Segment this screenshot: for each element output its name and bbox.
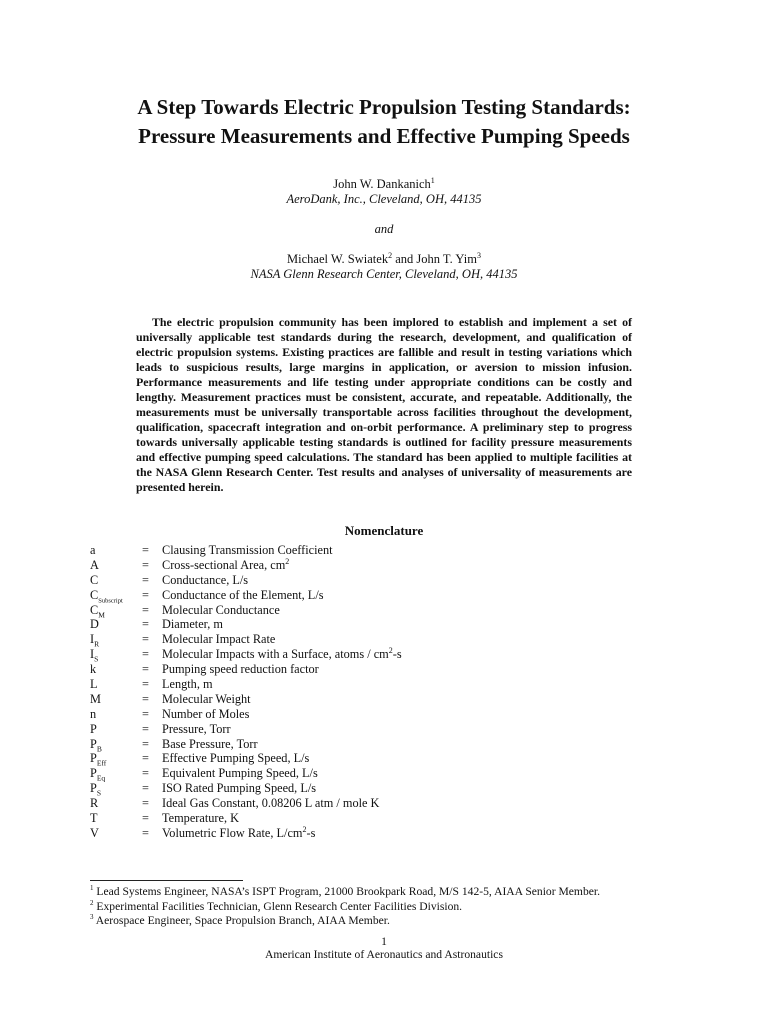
- nomenclature-symbol: [90, 662, 142, 677]
- symbol-subscript: S: [94, 654, 99, 664]
- definition-text: Conductance of the Element, L/s: [162, 587, 324, 602]
- paper-title: [0, 93, 768, 151]
- nomenclature-symbol: [90, 796, 142, 811]
- nomenclature-equals: =: [142, 781, 149, 796]
- nomenclature-equals: =: [142, 557, 149, 572]
- symbol-base: n: [90, 706, 97, 721]
- nomenclature-equals: =: [142, 811, 149, 826]
- definition-suffix: -s: [392, 647, 402, 662]
- symbol-subscript: M: [98, 610, 105, 620]
- nomenclature-symbol: [90, 677, 142, 692]
- definition-text: Molecular Weight: [162, 691, 251, 706]
- nomenclature-equals: =: [142, 602, 149, 617]
- definition-text: ISO Rated Pumping Speed, L/s: [162, 781, 317, 796]
- page-number: 1: [381, 935, 387, 948]
- nomenclature-symbol: [90, 692, 142, 707]
- affiliation-1: AeroDank, Inc., Cleveland, OH, 44135: [286, 192, 482, 206]
- nomenclature-definition: [162, 707, 650, 722]
- definition-superscript: 2: [302, 824, 307, 834]
- footnote-text: Experimental Facilities Technician, Glenn Research Center Facilities Division.: [93, 899, 463, 913]
- organization-footer: American Institute of Aeronautics and Astronautics: [265, 948, 503, 961]
- nomenclature-definition: [162, 722, 650, 737]
- nomenclature-symbol: [90, 781, 142, 796]
- nomenclature-definition: [162, 751, 650, 766]
- nomenclature-row: [90, 722, 650, 737]
- symbol-base: I: [90, 647, 95, 662]
- symbol-base: C: [90, 587, 99, 602]
- symbol-subscript: Eq: [96, 773, 106, 783]
- nomenclature-symbol: [90, 722, 142, 737]
- symbol-subscript: R: [94, 639, 100, 649]
- footnote: [90, 885, 690, 900]
- author-mark-3: 3: [476, 250, 481, 260]
- definition-suffix: -s: [306, 825, 316, 840]
- nomenclature-row: [90, 826, 650, 841]
- nomenclature-definition: [162, 781, 650, 796]
- nomenclature-row: [90, 766, 650, 781]
- nomenclature-equals: =: [142, 721, 149, 736]
- nomenclature-equals: =: [142, 766, 149, 781]
- nomenclature-definition: [162, 766, 650, 781]
- symbol-base: P: [90, 751, 97, 766]
- definition-text: Clausing Transmission Coefficient: [162, 543, 333, 557]
- nomenclature-symbol: [90, 826, 142, 841]
- symbol-base: P: [90, 781, 97, 796]
- symbol-base: M: [90, 691, 101, 706]
- definition-superscript: 2: [285, 556, 290, 566]
- footnote-text: Lead Systems Engineer, NASA’s ISPT Program, 21000 Brookpark Road, M/S 142-5, AIAA Senior Member.: [93, 885, 601, 898]
- definition-text: Temperature, K: [162, 811, 239, 826]
- nomenclature-equals: =: [142, 647, 149, 662]
- symbol-subscript: S: [96, 788, 102, 798]
- nomenclature-symbol: [90, 811, 142, 826]
- author-mark-1: 1: [430, 175, 435, 185]
- nomenclature-definition: [162, 796, 650, 811]
- definition-text: Equivalent Pumping Speed, L/s: [162, 766, 318, 781]
- nomenclature-row: [90, 662, 650, 677]
- definition-text: Effective Pumping Speed, L/s: [162, 751, 310, 766]
- nomenclature-symbol: [90, 543, 142, 558]
- nomenclature-row: [90, 677, 650, 692]
- nomenclature-symbol: [90, 737, 142, 752]
- nomenclature-equals: =: [142, 662, 149, 677]
- author-line-2: [0, 252, 768, 267]
- definition-text: Diameter, m: [162, 617, 223, 632]
- nomenclature-symbol: [90, 766, 142, 781]
- nomenclature-row: [90, 811, 650, 826]
- nomenclature-row: [90, 632, 650, 647]
- nomenclature-list: [90, 543, 650, 841]
- definition-text: Conductance, L/s: [162, 572, 249, 587]
- symbol-subscript: Subscript: [98, 597, 123, 605]
- nomenclature-row: [90, 617, 650, 632]
- nomenclature-equals: =: [142, 736, 149, 751]
- nomenclature-equals: =: [142, 543, 149, 557]
- nomenclature-row: [90, 647, 650, 662]
- symbol-base: C: [90, 572, 99, 587]
- nomenclature-equals: =: [142, 632, 149, 647]
- nomenclature-equals: =: [142, 677, 149, 692]
- footnote-mark: 1: [90, 884, 94, 893]
- affiliation-2: NASA Glenn Research Center, Cleveland, OH, 44135: [250, 267, 518, 281]
- author-name-1: John W. Dankanich: [333, 177, 431, 191]
- nomenclature-definition: [162, 811, 650, 826]
- nomenclature-equals: =: [142, 572, 149, 587]
- author-conjunction: and: [374, 222, 394, 236]
- nomenclature-row: [90, 573, 650, 588]
- symbol-base: A: [90, 557, 99, 572]
- definition-text: Molecular Impacts with a Surface, atoms / cm: [162, 647, 389, 662]
- author-name-3: John T. Yim: [416, 252, 477, 266]
- footnotes: [90, 885, 690, 929]
- nomenclature-equals: =: [142, 587, 149, 602]
- nomenclature-definition: [162, 647, 650, 662]
- symbol-base: V: [90, 825, 99, 840]
- nomenclature-symbol: [90, 632, 142, 647]
- nomenclature-row: [90, 781, 650, 796]
- nomenclature-equals: =: [142, 825, 149, 840]
- footnote-divider: [90, 880, 243, 881]
- definition-text: Cross-sectional Area, cm: [162, 557, 286, 572]
- symbol-base: P: [90, 721, 97, 736]
- symbol-base: k: [90, 662, 97, 677]
- nomenclature-row: [90, 796, 650, 811]
- definition-text: Pumping speed reduction factor: [162, 662, 319, 677]
- nomenclature-row: [90, 692, 650, 707]
- footnote-text: Aerospace Engineer, Space Propulsion Branch, AIAA Member.: [93, 914, 390, 927]
- definition-text: Number of Moles: [162, 706, 250, 721]
- author-line-1: [0, 177, 768, 192]
- symbol-base: R: [90, 796, 99, 811]
- nomenclature-symbol: [90, 751, 142, 766]
- nomenclature-symbol: [90, 617, 142, 632]
- nomenclature-row: [90, 558, 650, 573]
- definition-text: Volumetric Flow Rate, L/cm: [162, 825, 303, 840]
- abstract: The electric propulsion community has been implored to establish and implement a set of universally applicable test standards during the research, development, and qualification of electric propulsion systems. Existing practices are fallible and result in testing variations which leads to suspicious results, large margins in application, or aversion to mission infusion. Performance measurements and life testing under appropriate conditions can be costly and lengthy. Measurement practices must be consistent, accurate, and repeatable. Additionally, the measurements must be universally transportable across facilities throughout the development, qualification, spacecraft integration and on-orbit performance. A preliminary step to progress towards universally applicable testing standards is outlined for facility pressure measurements and effective pumping speed calculations. The standard has been applied to multiple facilities at the NASA Glenn Research Center. Test results and analyses of universality of measurements are presented herein.: [136, 315, 632, 494]
- nomenclature-definition: [162, 573, 650, 588]
- nomenclature-symbol: [90, 558, 142, 573]
- author-mark-2: 2: [388, 250, 393, 260]
- symbol-base: D: [90, 617, 99, 632]
- nomenclature-row: [90, 588, 650, 603]
- nomenclature-equals: =: [142, 706, 149, 721]
- symbol-base: P: [90, 736, 97, 751]
- definition-superscript: 2: [388, 646, 393, 656]
- nomenclature-definition: [162, 692, 650, 707]
- nomenclature-definition: [162, 677, 650, 692]
- nomenclature-definition: [162, 588, 650, 603]
- nomenclature-definition: [162, 826, 650, 841]
- nomenclature-row: [90, 707, 650, 722]
- nomenclature-definition: [162, 632, 650, 647]
- nomenclature-symbol: [90, 603, 142, 618]
- symbol-base: P: [90, 766, 97, 781]
- definition-text: Molecular Conductance: [162, 602, 280, 617]
- symbol-base: I: [90, 632, 95, 647]
- nomenclature-symbol: [90, 647, 142, 662]
- definition-text: Ideal Gas Constant, 0.08206 L atm / mole K: [162, 796, 380, 811]
- nomenclature-equals: =: [142, 796, 149, 811]
- author-name-2: Michael W. Swiatek: [287, 252, 389, 266]
- nomenclature-equals: =: [142, 691, 149, 706]
- nomenclature-definition: [162, 543, 650, 558]
- nomenclature-definition: [162, 662, 650, 677]
- nomenclature-row: [90, 737, 650, 752]
- nomenclature-equals: =: [142, 751, 149, 766]
- nomenclature-definition: [162, 558, 650, 573]
- symbol-base: a: [90, 543, 96, 557]
- footnote-mark: 3: [90, 913, 94, 922]
- footnote-mark: 2: [90, 898, 94, 907]
- nomenclature-definition: [162, 737, 650, 752]
- definition-text: Length, m: [162, 677, 213, 692]
- nomenclature-definition: [162, 617, 650, 632]
- definition-text: Base Pressure, Torr: [162, 736, 258, 751]
- title-line-1: A Step Towards Electric Propulsion Testing Standards:: [137, 95, 631, 119]
- symbol-base: T: [90, 811, 98, 826]
- symbol-subscript: Eff: [96, 758, 107, 768]
- symbol-base: C: [90, 602, 99, 617]
- nomenclature-symbol: [90, 707, 142, 722]
- nomenclature-definition: [162, 603, 650, 618]
- nomenclature-row: [90, 543, 650, 558]
- nomenclature-symbol: [90, 573, 142, 588]
- footnote: [90, 914, 690, 929]
- nomenclature-heading: Nomenclature: [344, 523, 424, 538]
- title-line-2: Pressure Measurements and Effective Pumping Speeds: [138, 124, 630, 148]
- definition-text: Pressure, Torr: [162, 721, 231, 736]
- nomenclature-symbol: [90, 588, 142, 603]
- nomenclature-equals: =: [142, 617, 149, 632]
- author-joiner: and: [392, 252, 417, 266]
- nomenclature-row: [90, 603, 650, 618]
- symbol-base: L: [90, 677, 98, 692]
- symbol-subscript: B: [96, 744, 102, 754]
- definition-text: Molecular Impact Rate: [162, 632, 276, 647]
- nomenclature-row: [90, 751, 650, 766]
- footnote: [90, 900, 690, 915]
